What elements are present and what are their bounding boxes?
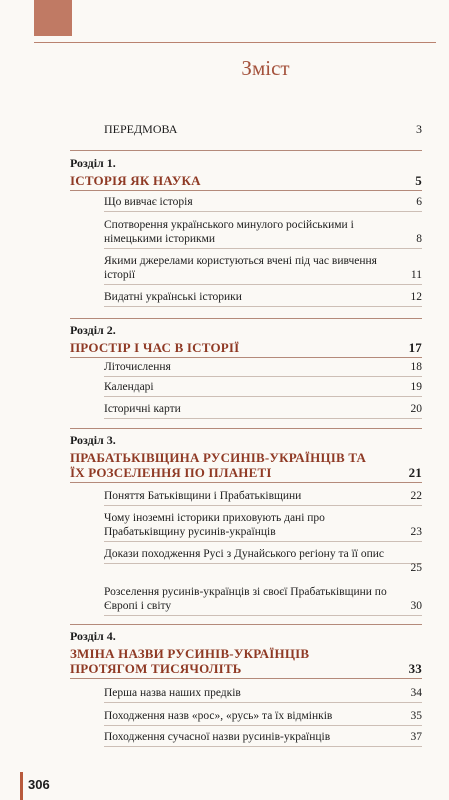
toc-item[interactable]: Розселення русинів-українців зі своєї Прабатьківщини по Європі і світу 30 [104, 585, 422, 616]
section-3-label: Розділ 3. [70, 433, 116, 447]
toc-item[interactable]: Чому іноземні історики приховують дані про Прабатьківщину русинів-українців 23 [104, 511, 422, 542]
section-1-page: 5 [415, 173, 422, 188]
corner-tab [34, 0, 72, 36]
page-title: Зміст [241, 56, 290, 80]
section-4-page: 33 [408, 661, 422, 676]
toc-item[interactable]: Спотворення українського минулого російськими і німецькими історикми 8 [104, 218, 422, 249]
section-separator [70, 318, 422, 319]
toc-item[interactable]: Історичні карти 20 [104, 402, 422, 419]
section-1-label: Розділ 1. [70, 156, 116, 170]
toc-item[interactable]: Літочислення 18 [104, 360, 422, 377]
section-2-page: 17 [408, 340, 422, 355]
toc-item[interactable]: Поняття Батьківщини і Прабатьківщини 22 [104, 489, 422, 506]
toc-item[interactable]: Видатні українські історики 12 [104, 290, 422, 307]
section-separator [70, 150, 422, 151]
toc-item[interactable]: Докази походження Русі з Дунайського регіону та її опис 25 [104, 548, 422, 574]
section-3-page: 21 [408, 465, 422, 480]
toc-item[interactable]: Що вивчає історія 6 [104, 195, 422, 212]
section-2-title[interactable]: ПРОСТІР І ЧАС В ІСТОРІЇ 17 [70, 340, 422, 358]
section-separator [70, 624, 422, 625]
toc-item[interactable]: Перша назва наших предків 34 [104, 686, 422, 703]
top-rule [34, 42, 436, 43]
section-4-title[interactable]: ЗМІНА НАЗВИ РУСИНІВ-УКРАЇНЦІВ ПРОТЯГОМ ТИСЯЧОЛІТЬ 33 [70, 646, 422, 679]
page-number: 306 [28, 777, 50, 792]
toc-item[interactable]: Походження назв «рос», «русь» та їх відмінків 35 [104, 709, 422, 726]
section-4-label: Розділ 4. [70, 629, 116, 643]
toc-item[interactable]: Походження сучасної назви русинів-українців 37 [104, 730, 422, 747]
toc-preface[interactable] [104, 122, 422, 136]
section-3-title[interactable]: ПРАБАТЬКІВЩИНА РУСИНІВ-УКРАЇНЦІВ ТА ЇХ РОЗСЕЛЕННЯ ПО ПЛАНЕТІ 21 [70, 450, 422, 483]
footer-bar [20, 772, 23, 800]
section-separator [70, 428, 422, 429]
preface-page: 3 [416, 122, 422, 136]
toc-item[interactable]: Календарі 19 [104, 380, 422, 397]
section-1-title[interactable]: ІСТОРІЯ ЯК НАУКА 5 [70, 173, 422, 191]
toc-item[interactable]: Якими джерелами користуються вчені під час вивчення історії 11 [104, 254, 422, 285]
preface-label: ПЕРЕДМОВА [104, 122, 178, 136]
section-2-label: Розділ 2. [70, 323, 116, 337]
